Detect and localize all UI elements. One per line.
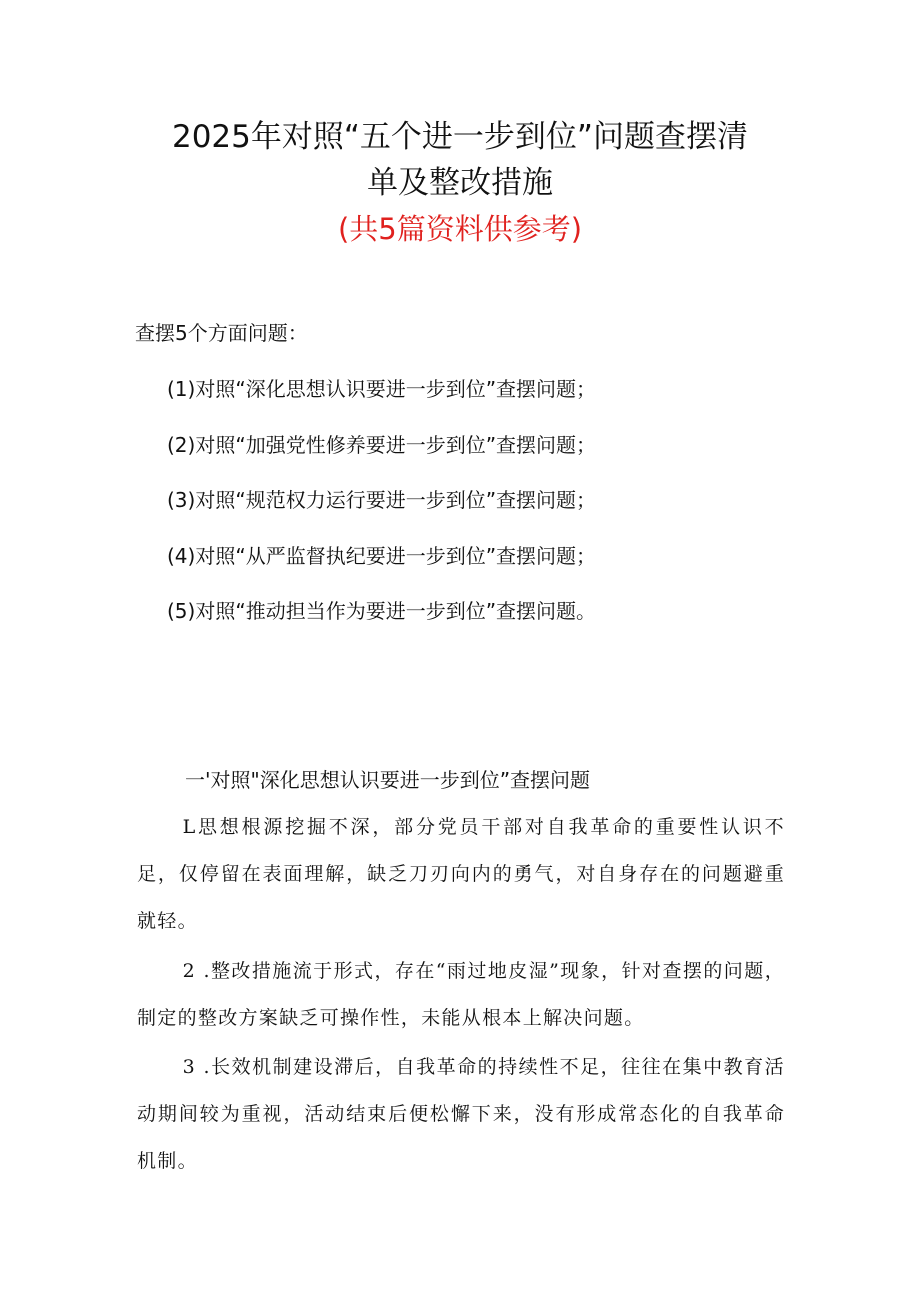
checklist-item: (2)对照“加强党性修养要进一步到位”查摆问题； xyxy=(167,432,597,457)
checklist-item: (1)对照“深化思想认识要进一步到位”查摆问题； xyxy=(167,377,597,401)
paragraph: L思想根源挖掘不深，部分党员干部对自我革命的重要性认识不足，仅停留在表面理解，缺乏刀刃向内的勇气，对自身存在的问题避重就轻。 xyxy=(137,816,785,932)
checklist-item: (4)对照“从严监督执纪要进一步到位”查摆问题； xyxy=(167,543,597,568)
paragraph: 3 .长效机制建设滞后，自我革命的持续性不足，往往在集中教育活动期间较为重视，活动结束后便松懈下来，没有形成常态化的自我革命机制。 xyxy=(137,1056,785,1172)
document-subtitle: (共5篇资料供参考) xyxy=(337,212,583,246)
paragraph: 2 .整改措施流于形式，存在“雨过地皮湿”现象，针对查摆的问题，制定的整改方案缺乏可操作性，未能从根本上解决问题。 xyxy=(137,960,785,1029)
checklist-item: (3)对照“规范权力运行要进一步到位”查摆问题； xyxy=(167,488,597,512)
document-title-line-1: 2025年对照“五个进一步到位”问题查摆清 xyxy=(171,119,748,155)
checklist-item: (5)对照“推动担当作为要进一步到位”查摆问题。 xyxy=(167,599,597,623)
intro-text: 查摆5个方面问题： xyxy=(135,321,308,345)
section-heading: 一'对照"深化思想认识要进一步到位”查摆问题 xyxy=(185,768,591,792)
checklist xyxy=(167,374,596,652)
document-title-line-2: 单及整改措施 xyxy=(367,165,553,201)
